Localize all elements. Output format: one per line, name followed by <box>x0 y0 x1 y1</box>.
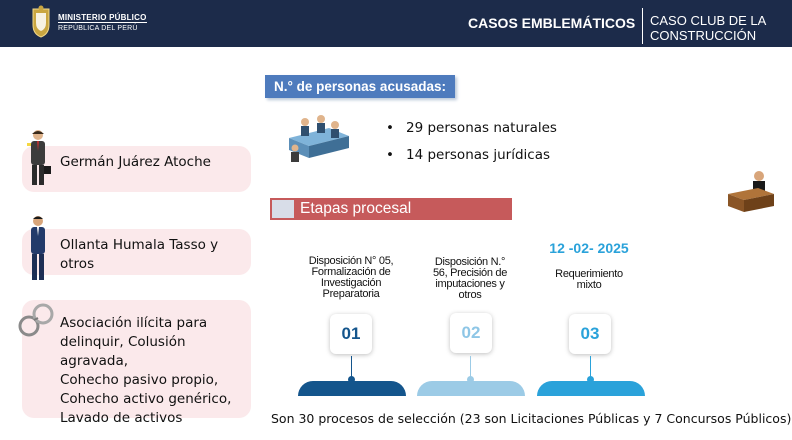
stage-2-base <box>417 381 525 396</box>
stage-1-base <box>298 381 406 396</box>
meeting-icon <box>283 112 353 164</box>
person-name-1: Germán Juárez Atoche <box>60 154 211 170</box>
person-card-1 <box>22 146 251 192</box>
stage-1-line: Preparatoria <box>322 288 380 300</box>
stage-1-number: 01 <box>330 314 372 354</box>
document-pattern-icon <box>272 200 294 218</box>
section-title: CASOS EMBLEMÁTICOS <box>468 15 636 31</box>
charge-line-4: Cohecho activo genérico, <box>60 391 232 407</box>
logo-line2: REPÚBLICA DEL PERÚ <box>58 22 147 33</box>
person-card-2 <box>22 229 251 275</box>
case-title-line1: CASO CLUB DE LA <box>650 13 767 28</box>
businessman-icon <box>24 128 52 190</box>
accused-list <box>386 120 557 174</box>
stage-3-number: 03 <box>569 314 611 354</box>
charge-line-3: Cohecho pasivo propio, <box>60 372 219 388</box>
stage-3-date: 12 -02- 2025 <box>549 240 629 256</box>
header-divider <box>642 8 643 44</box>
stage-3-line: Requerimiento <box>555 268 623 280</box>
accused-count-label: N.° de personas acusadas: <box>265 75 455 98</box>
person-name-2: Ollanta Humala Tasso y otros <box>60 237 219 272</box>
crest-icon <box>30 5 52 39</box>
stage-2-line: otros <box>458 289 482 301</box>
stage-3-line: mixto <box>576 279 602 291</box>
selection-processes-note: Son 30 procesos de selección (23 son Licitaciones Públicas y 7 Concursos Públicos) <box>271 411 792 426</box>
bullet-icon: • <box>386 120 394 136</box>
stage-1-line: Disposición N° 05, <box>308 255 394 267</box>
stages-label <box>270 198 512 220</box>
case-title <box>650 13 766 43</box>
institution-logo-text <box>58 13 147 33</box>
stage-3-base <box>537 381 645 396</box>
case-title-line2: CONSTRUCCIÓN <box>650 28 757 43</box>
accused-natural-persons: 29 personas naturales <box>406 120 557 136</box>
charge-line-1: Asociación ilícita para <box>60 315 208 331</box>
charge-line-5: Lavado de activos <box>60 410 183 426</box>
stage-2-number: 02 <box>450 313 492 353</box>
charges-list <box>60 314 251 428</box>
stage-1-connector <box>351 356 352 378</box>
stage-3-description <box>538 269 640 291</box>
stage-2-line: imputaciones y <box>435 278 505 290</box>
accused-legal-persons: 14 personas jurídicas <box>406 147 550 163</box>
stage-1-line: Investigación <box>320 277 382 289</box>
charge-line-2: delinquir, Colusión agravada, <box>60 334 186 369</box>
stage-2-description <box>421 257 519 301</box>
stage-3-connector <box>590 356 591 378</box>
stage-2-connector <box>470 356 471 378</box>
stage-1-description <box>300 256 402 300</box>
charges-card <box>22 300 251 426</box>
stage-2-line: Disposición N.° <box>434 256 506 268</box>
handcuffs-icon <box>17 300 55 340</box>
stages-label-text: Etapas procesal <box>300 200 412 217</box>
official-person-icon <box>26 214 50 284</box>
stage-2-line: 56, Precisión de <box>432 267 508 279</box>
accused-item-2 <box>386 147 557 174</box>
accused-item-1 <box>386 120 557 147</box>
stage-1-line: Formalización de <box>311 266 391 278</box>
logo-line1: MINISTERIO PÚBLICO <box>58 13 147 22</box>
judge-icon <box>726 168 776 214</box>
bullet-icon: • <box>386 147 394 163</box>
